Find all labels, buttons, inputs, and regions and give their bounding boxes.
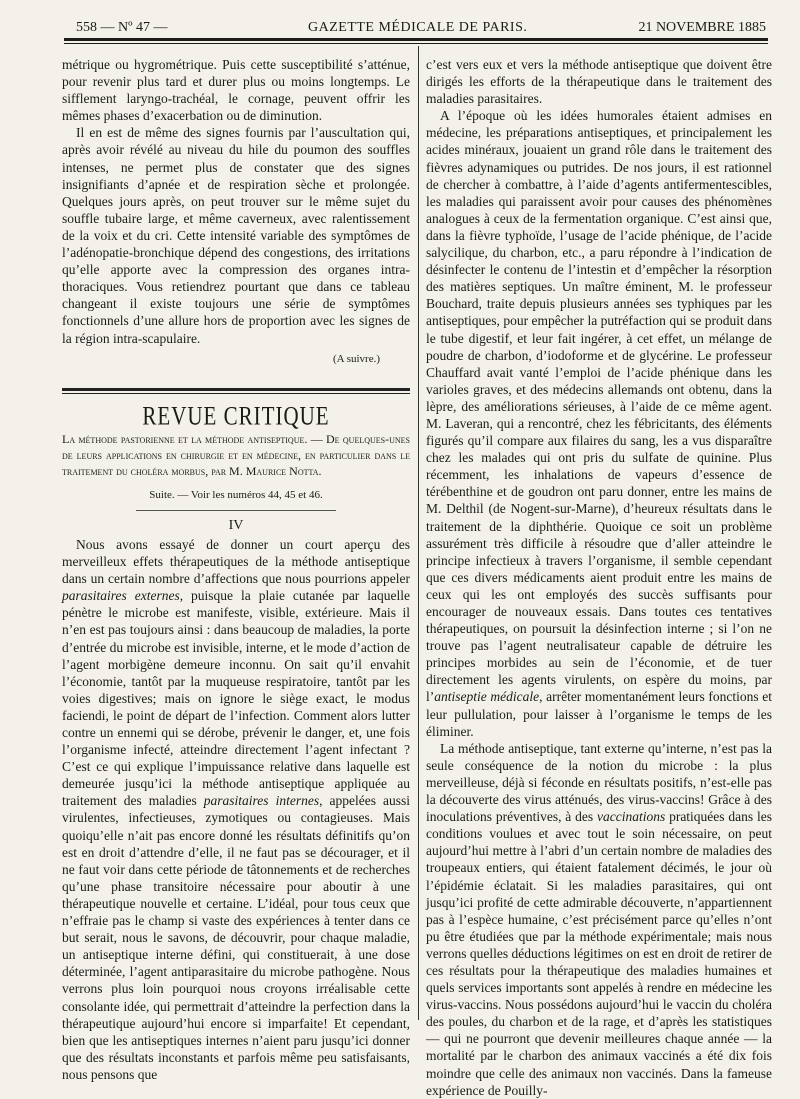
text-run: , puisque la plaie cutanée par laquelle pénètre le microbe est manifeste, visible, extérieure. Mais il n’en est pas toujours ainsi : dans beaucoup de maladies, la porte d’entrée du microbe est invisible, interne, et le mode d’action de l’agent morbigène demeure inconnu. On sait qu’il envahit l’économie, tantôt par la muqueuse respiratoire, tantôt par les voies digestives; mais on ignore le siège exact, le modus faciendi, le point de départ de l’infection. Comment alors lutter contre un ennemi qui se dérobe, prévenir le danger, et, une fois l’organisme infecté, atteindre directement l’agent infectant ? C’est ce qui explique l’impuissance relative dans laquelle est demeurée jusqu’ici la méthode antiseptique appliquée au traitement des maladies [62, 588, 410, 809]
text-run: Nous avons essayé de donner un court aperçu des merveilleux effets thérapeutiques de la méthode antiseptique dans un certain nombre d’affections que nous pourrions appeler [62, 536, 410, 587]
paragraph: Il en est de même des signes fournis par l’auscultation qui, après avoir révélé au niveau du hile du poumon des souffles intenses, ne permet plus de constater que des signes insignifiants d’apnée et de respiration sèche et prolongée. Quelques jours après, on peut trouver sur le même sujet du souffle tubaire large, et même caverneux, avec ralentissement de la voix et du cri. Cette intensité variable des symptômes de l’adénopatie-bronchique dépend des congestions, des irritations qu’elle apporte avec la compression des organes intra-thoraciques. Vous retiendrez pourtant que dans ce tableau changeant il existe toujours une série de symptômes fonctionnels d’une allure hors de proportion avec les signes de la région intra-scapulaire. [62, 125, 410, 346]
section-rule-thin [62, 393, 410, 394]
section-number: IV [228, 517, 244, 533]
page-number: 558 — Nº 47 — [76, 20, 168, 35]
page-header [76, 18, 766, 40]
journal-title: GAZETTE MÉDICALE DE PARIS. [308, 20, 528, 35]
paragraph [426, 107, 772, 739]
paragraph: c’est vers eux et vers la méthode antiseptique que doivent être dirigés les efforts de la thérapeutique dans le traitement des maladies parasitaires. [426, 57, 772, 107]
paragraph [62, 536, 410, 1083]
text-run: A l’époque où les idées humorales étaient admises en médecine, les préparations antiseptiques, et principalement les acides minéraux, jouaient un grand rôle dans le traitement des fièvres adynamiques ou putrides. De nos jours, il est rationnel de chercher à combattre, à l’aide d’agents antifermentescibles, les maladies qui paraissent avoir pour causes des phénomènes analogues à ceux de la fermentation organique. C’est ainsi que, dans la fièvre typhoïde, l’usage de l’acide phénique, de l’acide salycilique, du charbon, etc., a paru répondre à l’indication de désinfecter le contenu de l’intestin et d’empêcher la résorption des matières septiques. Un maître éminent, M. le professeur Bouchard, traite depuis plusieurs années ses typhiques par les antiseptiques, pour empêcher la putréfaction qui se produit dans le tube digestif, et leur fait ingérer, à cet effet, un mélange de poudre de charbon, d’iodoforme et de glycérine. Le professeur Chauffard avait vanté l’emploi de l’acide phénique dans les varioles graves, et des médecins allemands ont obtenu, dans la lèpre, des améliorations sérieuses, à l’aide de ce même agent. M. Laveran, qui a rencontré, chez les fébricitants, des éléments figurés qu’il compare aux filaires du sang, les a vus disparaître chez les malades qui ont pris du sulfate de quinine. Plus récemment, les inhalations de vapeurs d’essence de térébenthine et de goudron ont paru donner, entre les mains de M. Delthil (de Nogent-sur-Marne), d’heureux résultats dans le traitement de la diphthérie. Quoique ce soit un problème assurément très difficile à résoudre que d’aller atteindre le principe infectieux à travers l’organisme, il semble cependant que ces divers médicaments aient produit entre les mains de ceux qui les ont employés des succès suffisants pour encourager de nouveaux essais. Dans toutes ces tentatives thérapeutiques, on poursuit la désinfection interne ; si l’on ne trouve pas l’agent neutralisateur capable de détruire les principes morbides au sein de l’économie, et de tuer directement les agents virulents, on espère du moins, par l’ [426, 108, 772, 705]
left-column [62, 56, 410, 1083]
issue-date: 21 NOVEMBRE 1885 [638, 20, 766, 35]
text-run: La méthode antiseptique, tant externe qu’interne, n’est pas la seule conséquence de la notion du microbe : la plus merveilleuse, déjà si féconde en résultats positifs, n’est-elle pas la découverte des virus atténués, des virus-vaccins! Grâce à des inoculations préventives, à des [426, 740, 772, 825]
section-rule-thick [62, 388, 410, 391]
paragraph: métrique ou hygrométrique. Puis cette susceptibilité s’atténue, pour revenir plus tard et durer plus ou moins longtemps. Le sifflement laryngo-trachéal, le cornage, peuvent offrir les mêmes phases d’exacerbation ou de diminution. [62, 57, 410, 124]
paragraph [426, 740, 772, 1099]
header-rule-thick [64, 38, 768, 41]
text-run: pratiquées dans les conditions voulues et avec tout le soin nécessaire, on peut aujourd’hui mettre à l’abri d’un certain nombre de maladies des troupeaux entiers, qui étaient fatalement décimés, le jour où l’épidémie éclatait. Si les maladies parasitaires, qui ont jusqu’ici profité de cette admirable découverte, n’appartiennent pas à l’espèce humaine, c’est précisément parce qu’elles n’ont pu être étudiées que par la méthode expérimentale; mais nous verrons quelles déductions légitimes on est en droit de retirer de ces résultats pour la thérapeutique des maladies humaines et quels services importants sont appelés à rendre en médecine les virus-vaccins. Nous possédons aujourd’hui le vaccin du choléra des poules, du charbon et de la rage, et d’après les statistiques — qui ne pourront que devenir meilleures chaque année — la mortalité par le charbon des animaux vaccinés a été dix fois moindre que celle des animaux non vaccinés. Dans la fameuse expérience de Pouilly- [426, 809, 772, 1098]
article-subtitle: La méthode pastorienne et la méthode antiseptique. — De quelques-unes de leurs applications en chirurgie et en médecine, en particulier dans le traitement du choléra morbus, par M. Maurice Notta. [62, 431, 410, 478]
divider [136, 510, 336, 511]
section-title: REVUE CRITIQUE [142, 400, 330, 431]
column-divider [418, 46, 419, 1020]
continuation-note: Suite. — Voir les numéros 44, 45 et 46. [149, 488, 323, 501]
italic-run: parasitaires internes [203, 793, 320, 809]
to-be-continued: (A suivre.) [332, 352, 380, 365]
italic-run: parasitaires externes [62, 588, 180, 604]
header-rule-thin [64, 43, 768, 44]
text-run: , arrêter momentanément leurs fonctions et leur pullulation, pour laisser à l’organisme le temps de les éliminer. [426, 689, 772, 739]
italic-run: vaccinations [596, 809, 666, 825]
text-run: , appelées aussi virulentes, infectieuses, zymotiques ou contagieuses. Mais quoiqu’elle n’ait pas encore donné les résultats définitifs qu’on est en droit d’attendre d’elle, il ne faut pas se décourager, et il ne faut voir dans cette période de tâtonnements et de recherches qu’une phase transitoire nécessaire pour aboutir à une thérapeutique nouvelle et certaine. L’idéal, pour tous ceux que n’effraie pas le champ si vaste des expériences à tenter dans ce but serait, nous le savons, de découvrir, pour chaque maladie, un antiseptique interne défini, qui constituerait, à une dose déterminée, l’agent antiparasitaire du microbe pathogène. Nous verrons plus loin pourquoi nous croyons irréalisable cette consolante idée, qui permettrait d’atteindre la perfection dans la thérapeutique aujourd’hui encore si imparfaite! Et cependant, bien que les antiseptiques internes n’aient paru jusqu’ici donner que des résultats inconstants et parfois même peu satisfaisants, nous pensons que [62, 793, 410, 1082]
italic-run: antiseptie médicale [434, 689, 540, 705]
right-column [426, 56, 772, 1099]
